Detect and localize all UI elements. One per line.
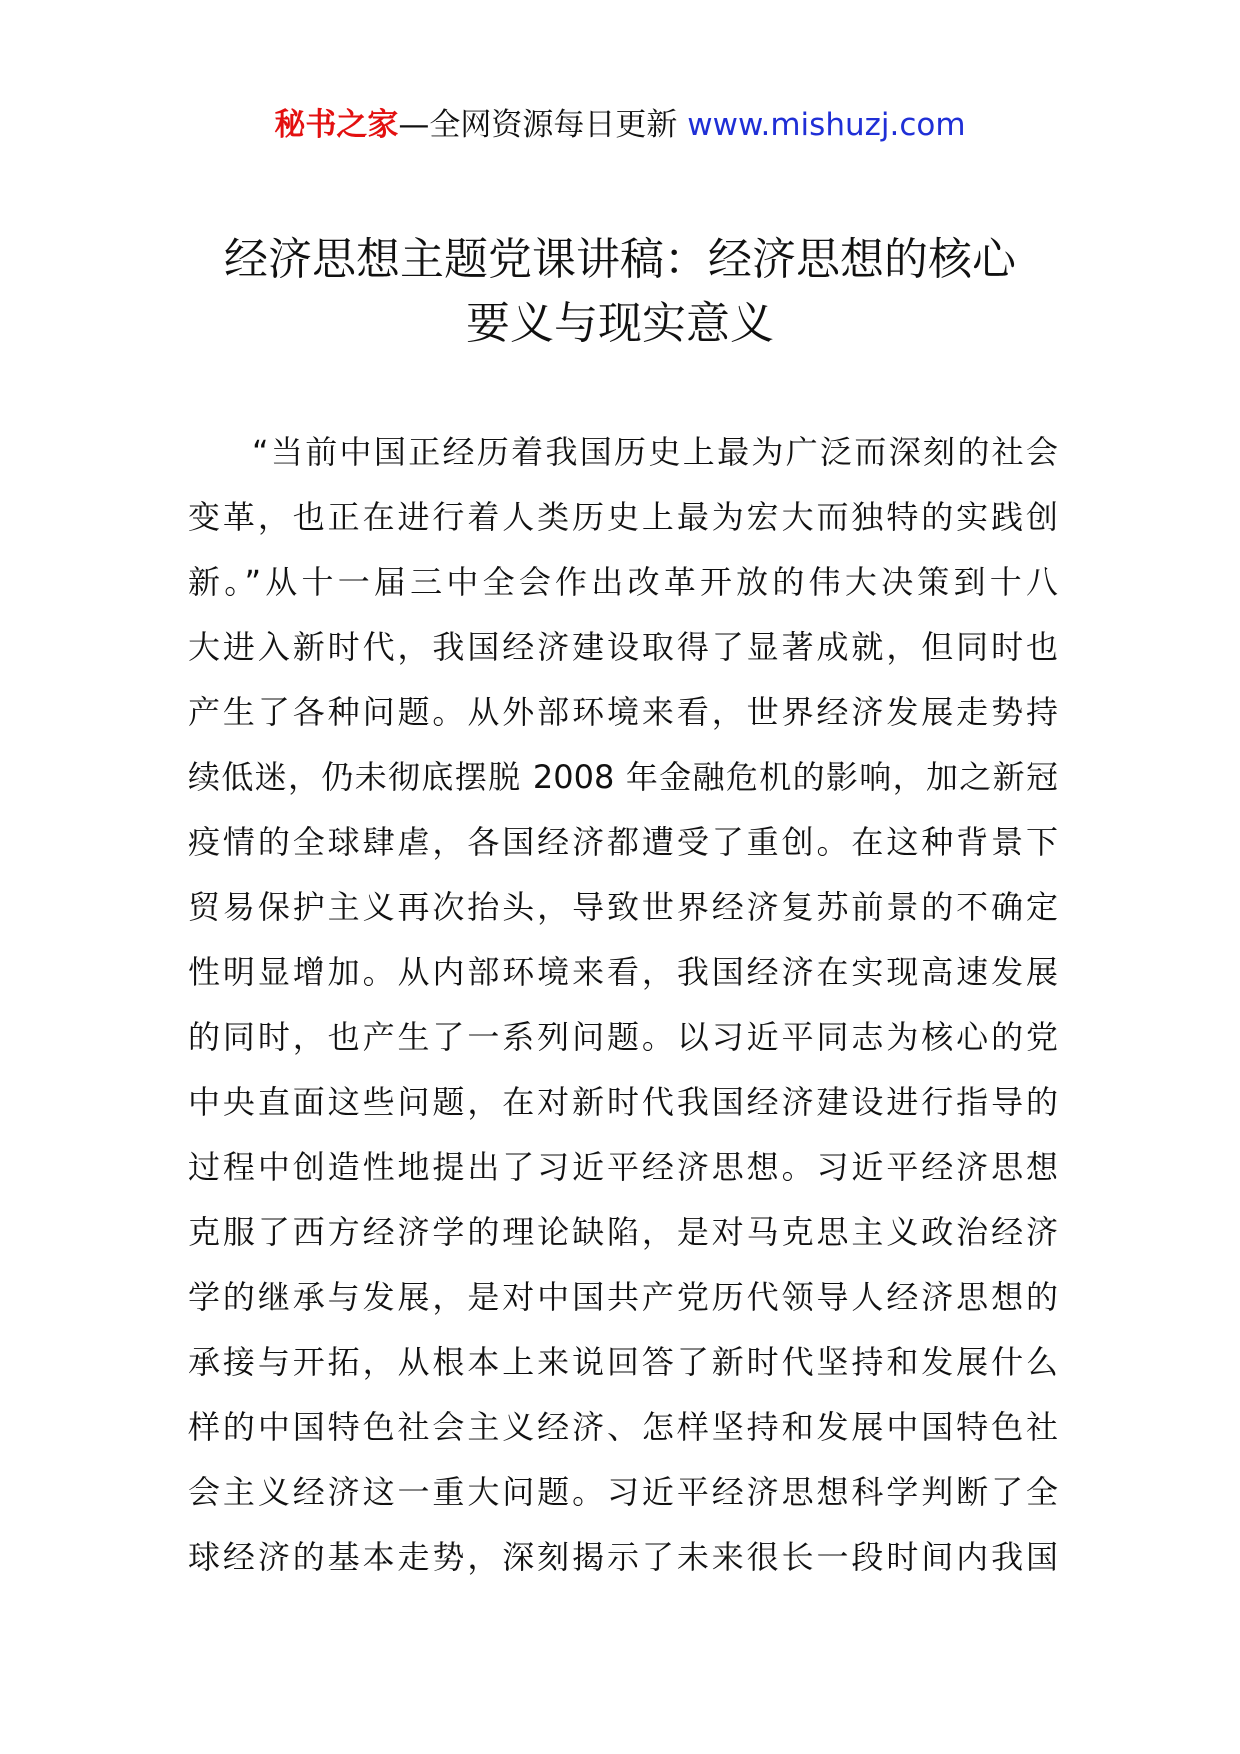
body-line: 承接与开拓，从根本上来说回答了新时代坚持和发展什么 bbox=[188, 1343, 1058, 1381]
document-title bbox=[150, 228, 1090, 356]
body-line: 样的中国特色社会主义经济、怎样坚持和发展中国特色社 bbox=[188, 1408, 1058, 1446]
body-line: 变革，也正在进行着人类历史上最为宏大而独特的实践创 bbox=[188, 498, 1058, 536]
body-line: “当前中国正经历着我国历史上最为广泛而深刻的社会 bbox=[252, 433, 1058, 471]
body-line: 贸易保护主义再次抬头，导致世界经济复苏前景的不确定 bbox=[188, 888, 1058, 926]
body-line: 克服了西方经济学的理论缺陷，是对马克思主义政治经济 bbox=[188, 1213, 1058, 1251]
body-line: 过程中创造性地提出了习近平经济思想。习近平经济思想 bbox=[188, 1148, 1058, 1186]
header-tagline: —全网资源每日更新 bbox=[398, 107, 678, 143]
title-line-2: 要义与现实意义 bbox=[466, 298, 774, 349]
site-header bbox=[0, 100, 1240, 150]
body-line: 的同时，也产生了一系列问题。以习近平同志为核心的党 bbox=[188, 1018, 1058, 1056]
site-url-link[interactable]: www.mishuzj.com bbox=[687, 107, 966, 143]
body-line: 会主义经济这一重大问题。习近平经济思想科学判断了全 bbox=[188, 1473, 1058, 1511]
body-line: 大进入新时代，我国经济建设取得了显著成就，但同时也 bbox=[188, 628, 1058, 666]
body-line: 新。”从十一届三中全会作出改革开放的伟大决策到十八 bbox=[188, 563, 1058, 601]
body-line: 球经济的基本走势，深刻揭示了未来很长一段时间内我国 bbox=[188, 1538, 1058, 1576]
body-line: 续低迷，仍未彻底摆脱 2008 年金融危机的影响，加之新冠 bbox=[188, 758, 1058, 796]
body-paragraph bbox=[188, 420, 1058, 1590]
body-line: 学的继承与发展，是对中国共产党历代领导人经济思想的 bbox=[188, 1278, 1058, 1316]
body-line: 产生了各种问题。从外部环境来看，世界经济发展走势持 bbox=[188, 693, 1058, 731]
body-line: 中央直面这些问题，在对新时代我国经济建设进行指导的 bbox=[188, 1083, 1058, 1121]
brand-name: 秘书之家 bbox=[274, 107, 399, 143]
title-line-1: 经济思想主题党课讲稿：经济思想的核心 bbox=[224, 234, 1016, 285]
body-line: 性明显增加。从内部环境来看，我国经济在实现高速发展 bbox=[188, 953, 1058, 991]
body-line: 疫情的全球肆虐，各国经济都遭受了重创。在这种背景下 bbox=[188, 823, 1058, 861]
